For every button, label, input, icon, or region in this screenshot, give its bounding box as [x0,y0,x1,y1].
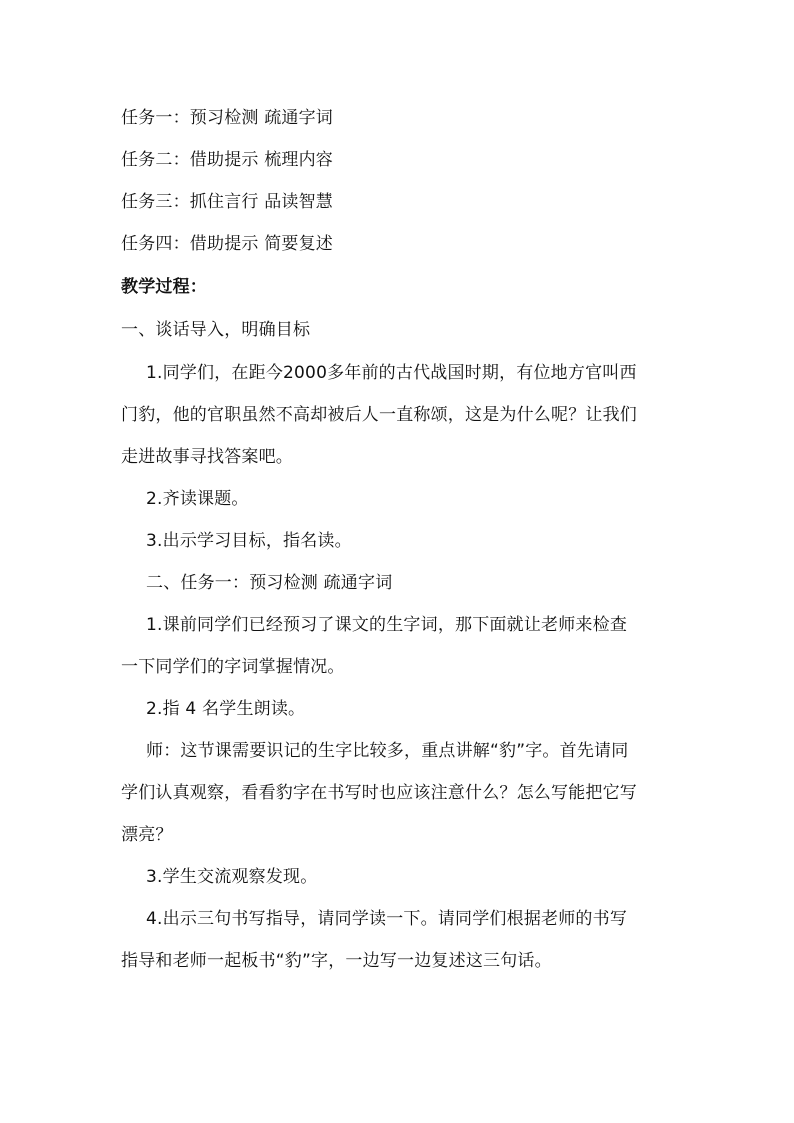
section-2-paragraph-5-line-2: 指导和老师一起板书“豹”字，一边写一边复述这三句话。 [121,951,552,971]
section-1-paragraph-1-line-3: 走进故事寻找答案吧。 [121,447,293,467]
section-2-paragraph-3-line-1: 师：这节课需要识记的生字比较多，重点讲解“豹”字。首先请同 [146,741,629,761]
section-2-heading: 二、任务一：预习检测 疏通字词 [146,573,393,593]
section-1-heading: 一、谈话导入，明确目标 [121,320,311,340]
task-4: 任务四：借助提示 简要复述 [121,234,334,254]
task-2: 任务二：借助提示 梳理内容 [121,150,334,170]
section-2-paragraph-2: 2.指 4 名学生朗读。 [146,699,306,719]
section-2-paragraph-4: 3.学生交流观察发现。 [146,867,318,887]
task-1: 任务一：预习检测 疏通字词 [121,108,334,128]
section-1-paragraph-2: 2.齐读课题。 [146,489,249,509]
section-2-paragraph-5-line-1: 4.出示三句书写指导，请同学读一下。请同学们根据老师的书写 [146,909,628,929]
section-1-paragraph-1-line-2: 门豹，他的官职虽然不高却被后人一直称颂，这是为什么呢？让我们 [121,405,637,425]
task-3: 任务三：抓住言行 品读智慧 [121,192,334,212]
section-1-paragraph-3: 3.出示学习目标，指名读。 [146,531,352,551]
section-2-paragraph-1-line-2: 一下同学们的字词掌握情况。 [121,657,345,677]
section-2-paragraph-3-line-3: 漂亮？ [121,825,173,845]
section-1-paragraph-1-line-1: 1.同学们，在距今2000多年前的古代战国时期，有位地方官叫西 [146,363,637,383]
section-2-paragraph-3-line-2: 学们认真观察，看看豹字在书写时也应该注意什么？怎么写能把它写 [121,783,637,803]
section-2-paragraph-1-line-1: 1.课前同学们已经预习了课文的生字词，那下面就让老师来检查 [146,615,628,635]
process-heading: 教学过程： [121,277,207,297]
